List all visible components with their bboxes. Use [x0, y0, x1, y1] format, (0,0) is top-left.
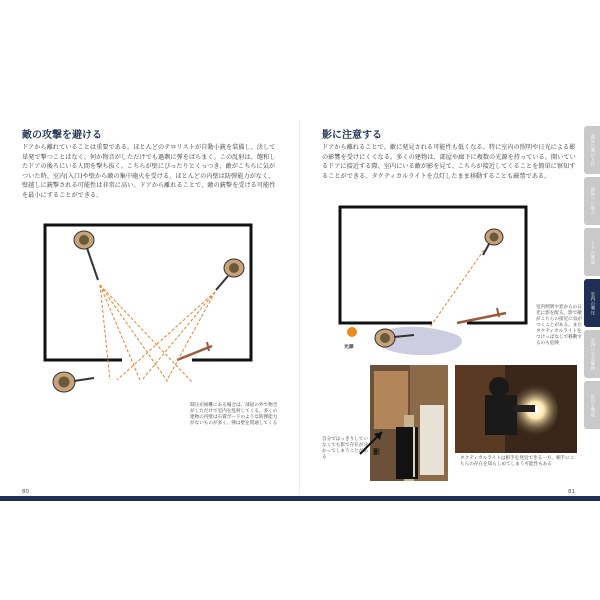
chapter-tab-label: 室内の安全確保: [590, 337, 595, 371]
left-diagram: [22, 210, 278, 402]
left-caption: 制圧が困難にある場合は、部屋の外で物音がしただけで室内を乱射してくる。多くの建物の内壁は石膏ボードのような防弾能力がないものが多く、弾は壁を貫通してくる: [190, 403, 278, 426]
light-source-label: 光源: [344, 345, 354, 350]
page-number-right: 81: [568, 489, 575, 495]
chapter-tab[interactable]: [584, 177, 600, 225]
chapter-tab-label: ドアの確認: [590, 240, 595, 264]
photo-tactical-light: [455, 365, 577, 453]
left-heading: 敵の攻撃を避ける: [22, 130, 102, 141]
soldier-icon: [74, 231, 98, 280]
page-number-left: 80: [22, 489, 29, 495]
sight-line: [430, 250, 484, 327]
chapter-tab[interactable]: [584, 126, 600, 174]
right-side-caption: 室内照明や窓からの日光に影を配る。影で敵がこちらの接近に気がつくことがある。またタクティカルライトをつけっぱなしで移動するのも危険: [536, 305, 582, 346]
door-handle: [207, 342, 209, 351]
photo-right-caption: タクティカルライトは相手を発見できる一方、相手にこちらの存在を知らしめてしまう可能性もある: [460, 456, 575, 467]
footer-bar: [0, 496, 600, 501]
chapter-tabs: [584, 126, 600, 432]
chapter-tab[interactable]: [584, 381, 600, 429]
chapter-tab-active[interactable]: [584, 279, 600, 327]
chapter-tab-label: 部屋への進入: [590, 187, 595, 215]
chapter-tab-label: 部屋の制圧とは: [590, 133, 595, 167]
photo-left-caption: 自分ではっきりしていなくても影で存在が分かってしまうことがある: [322, 437, 368, 460]
soldier-icon: [53, 372, 94, 392]
right-diagram: [322, 195, 572, 355]
door: [177, 346, 212, 360]
soldier-icon: [216, 259, 244, 290]
photo-operator-art: [455, 365, 577, 453]
right-page: [300, 0, 600, 600]
right-heading: 影に注意する: [322, 130, 382, 141]
left-paragraph: ドアから離れていることは重要である。ほとんどのテロリストが自動小銃を装備し、決して単発で撃つことはなく、何か物音がしただけでも過剰に弾をばらまく。この乱射は、飽和したドアの後ろにいる人間を撃ち抜く。こちらが壁にぴったりとくっつき、敵がこちらに気がついた時、室内(入口)や壁から敵の集中砲火を受ける。ほとんどの内壁は防弾能力がなく、壁越しに銃撃される可能性は非常に高い。ドアから離れることで、敵の銃撃を受ける可能性を最小にすることができる。: [22, 144, 276, 199]
chapter-tab-label: 退出と撤収: [590, 393, 595, 417]
chapter-tab-label: 室内の制圧: [590, 291, 595, 315]
right-body-text: [322, 143, 579, 181]
light-source-icon: [347, 327, 357, 337]
chapter-tab[interactable]: [584, 330, 600, 378]
chapter-tab[interactable]: [584, 228, 600, 276]
shadow-label: 影: [373, 448, 380, 456]
fire-lines: [100, 285, 215, 382]
room-wall: [340, 207, 526, 323]
left-body-text: [22, 143, 279, 200]
right-paragraph: ドアから離れることで、敵に発見される可能性も低くなる。特に室内の照明や日光による影の影響を受けにくくなる。多くの建物は、部屋や廊下に複数の光源を持っている。開いているドアに接近する際、室内にいる敵が影を見て、こちらが接近してくることを簡単に察知することができる。タクティカルライトを点灯したまま移動することも厳禁である。: [322, 144, 576, 180]
soldier-icon: [483, 229, 503, 255]
